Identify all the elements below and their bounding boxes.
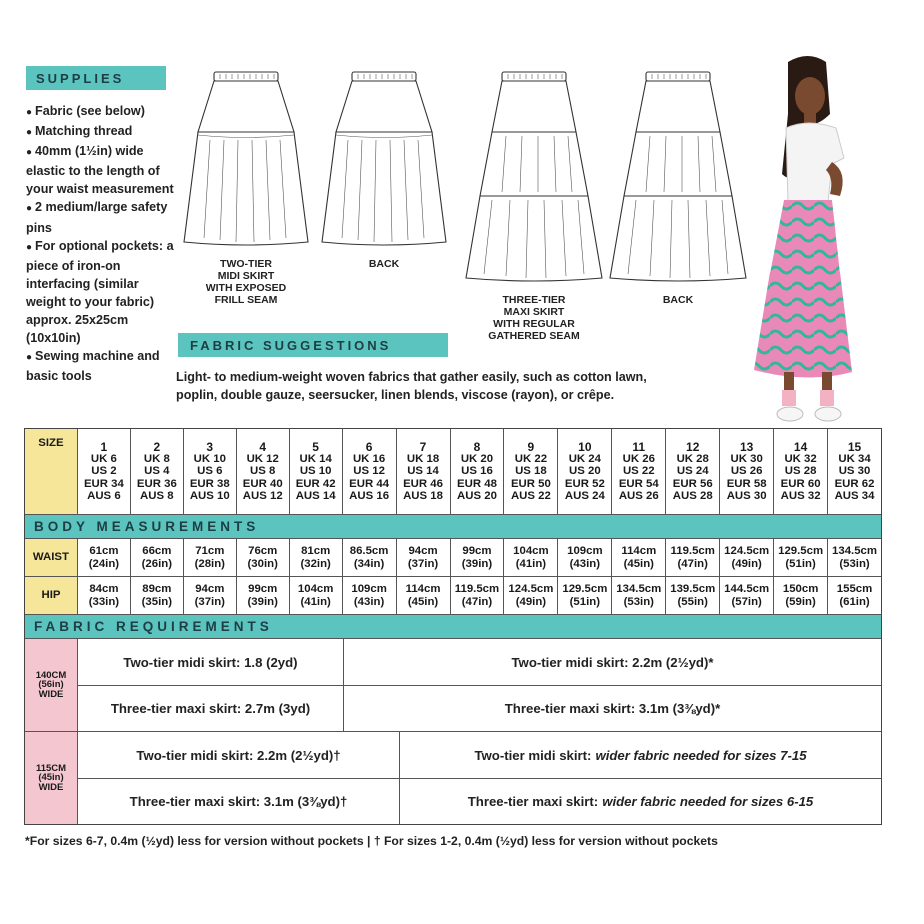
- waist-cell: [719, 539, 773, 576]
- size-eur: EUR 48: [457, 477, 497, 490]
- midi-back-label: BACK: [368, 258, 400, 270]
- supply-item: ● Fabric (see below): [26, 102, 176, 122]
- size-us: US 2: [91, 465, 117, 478]
- waist-value: (47in): [677, 557, 708, 570]
- size-us: US 30: [838, 465, 871, 478]
- size-us: US 4: [144, 465, 170, 478]
- width-label-line: WIDE: [38, 688, 64, 700]
- req-row: [78, 639, 881, 685]
- size-us: US 22: [622, 465, 655, 478]
- waist-value: (51in): [785, 557, 816, 570]
- hip-value: (43in): [353, 595, 385, 608]
- size-aus: AUS 24: [564, 489, 605, 502]
- size-us: US 12: [353, 465, 385, 478]
- waist-value: 76cm: [248, 544, 278, 557]
- req-115cm-block: [25, 731, 881, 824]
- body-measurements-heading: BODY MEASUREMENTS: [25, 514, 881, 538]
- size-uk: UK 8: [143, 453, 170, 466]
- hip-value: (41in): [300, 595, 331, 608]
- size-column-1: [77, 429, 130, 514]
- waist-cell: [827, 539, 881, 576]
- hip-value: (33in): [88, 595, 120, 608]
- hip-value: (39in): [247, 595, 278, 608]
- size-uk: UK 22: [514, 453, 548, 466]
- size-n: 2: [153, 439, 161, 454]
- size-eur: EUR 50: [510, 477, 551, 490]
- size-eur: EUR 40: [242, 477, 283, 490]
- size-n: 10: [578, 439, 592, 454]
- midi-skirt-front-sketch: [180, 70, 312, 248]
- size-n: 6: [365, 439, 373, 454]
- footnote: *For sizes 6-7, 0.4m (½yd) less for version without pockets | † For sizes 1-2, 0.4m (½yd) less for version without pockets: [25, 834, 718, 848]
- size-column-10: [557, 429, 611, 514]
- waist-cell: [611, 539, 665, 576]
- req-140cm-block: [25, 638, 881, 731]
- hip-value: 94cm: [195, 582, 225, 595]
- hip-value: 150cm: [782, 582, 819, 595]
- size-row: [25, 429, 881, 514]
- size-column-3: [183, 429, 236, 514]
- size-eur: EUR 42: [295, 477, 336, 490]
- waist-value: 94cm: [408, 544, 438, 557]
- req-note: wider fabric needed for sizes 6-15: [602, 794, 814, 809]
- size-aus: AUS 18: [403, 489, 443, 502]
- waist-value: (28in): [194, 557, 225, 570]
- waist-value: (32in): [300, 557, 331, 570]
- hip-row: [25, 576, 881, 614]
- hip-cell: [557, 577, 611, 614]
- hip-cell: [289, 577, 342, 614]
- size-us: US 14: [407, 465, 439, 478]
- maxi-skirt-front-sketch: [462, 70, 606, 285]
- size-n: 3: [206, 439, 214, 454]
- midi-front-label: [186, 258, 306, 306]
- waist-cell: [342, 539, 396, 576]
- waist-value: 99cm: [462, 544, 492, 557]
- size-aus: AUS 30: [726, 489, 767, 502]
- hip-cell: [773, 577, 827, 614]
- waist-value: (34in): [353, 557, 385, 570]
- waist-row: [25, 538, 881, 576]
- size-aus: AUS 8: [140, 489, 174, 502]
- waist-value: 86.5cm: [349, 544, 389, 557]
- label-line: GATHERED SEAM: [488, 330, 580, 342]
- waist-cell: [130, 539, 183, 576]
- waist-value: 129.5cm: [778, 544, 824, 557]
- size-uk: UK 34: [838, 453, 871, 466]
- size-chart-table: [24, 428, 882, 825]
- supplies-heading: SUPPLIES: [26, 66, 166, 90]
- size-column-2: [130, 429, 183, 514]
- hip-value: (45in): [407, 595, 439, 608]
- midi-skirt-back-sketch: [318, 70, 450, 248]
- size-us: US 26: [730, 465, 763, 478]
- hip-value: 104cm: [297, 582, 334, 595]
- size-label: SIZE: [25, 429, 77, 514]
- hip-value: (35in): [141, 595, 173, 608]
- label-line: WITH EXPOSED: [205, 282, 287, 294]
- model-photo: [748, 54, 888, 429]
- waist-cell: [183, 539, 236, 576]
- hip-cell: [503, 577, 557, 614]
- hip-cell: [342, 577, 396, 614]
- size-us: US 10: [299, 465, 332, 478]
- size-uk: UK 16: [352, 453, 386, 466]
- hip-value: 109cm: [351, 582, 387, 595]
- waist-value: (39in): [461, 557, 493, 570]
- hip-value: 99cm: [248, 582, 278, 595]
- size-aus: AUS 22: [510, 489, 551, 502]
- waist-value: (41in): [515, 557, 547, 570]
- size-eur: EUR 46: [403, 477, 443, 490]
- size-n: 7: [419, 439, 427, 454]
- hip-value: 139.5cm: [670, 582, 716, 595]
- waist-value: 71cm: [195, 544, 225, 557]
- fabric-suggestion-line: Light- to medium-weight woven fabrics that gather easily, such as cotton lawn,: [176, 370, 647, 384]
- size-n: 12: [686, 439, 700, 454]
- size-aus: AUS 28: [672, 489, 713, 502]
- waist-cell: [77, 539, 130, 576]
- req-cell: Two-tier midi skirt: 2.2m (2½yd)†: [136, 747, 341, 763]
- size-n: 9: [527, 439, 535, 454]
- waist-value: 114cm: [621, 544, 657, 557]
- size-n: 14: [793, 439, 808, 454]
- waist-value: 124.5cm: [724, 544, 770, 557]
- req-140cm-rows: [77, 639, 881, 731]
- size-uk: UK 10: [193, 453, 226, 466]
- width-label-line: (45in): [38, 772, 64, 784]
- label-line: MIDI SKIRT: [217, 270, 275, 282]
- size-eur: EUR 36: [136, 477, 177, 490]
- size-uk: UK 20: [460, 453, 494, 466]
- width-140cm-label: [25, 639, 77, 731]
- size-eur: EUR 44: [349, 477, 390, 490]
- width-115cm-label: [25, 732, 77, 824]
- size-aus: AUS 6: [87, 489, 121, 502]
- hip-value: 84cm: [89, 582, 119, 595]
- hip-cell: [719, 577, 773, 614]
- size-uk: UK 6: [90, 453, 117, 466]
- hip-cell: [450, 577, 504, 614]
- waist-value: 119.5cm: [670, 544, 715, 557]
- size-eur: EUR 62: [834, 477, 875, 490]
- req-cell: Three-tier maxi skirt: 3.1m (3⅜yd)†: [129, 794, 348, 809]
- hip-cell: [827, 577, 881, 614]
- label-line: FRILL SEAM: [214, 294, 278, 306]
- req-cell: Three-tier maxi skirt: 2.7m (3yd): [110, 701, 311, 716]
- size-uk: UK 24: [568, 453, 601, 466]
- size-column-12: [665, 429, 719, 514]
- size-eur: EUR 58: [726, 477, 767, 490]
- maxi-skirt-back-sketch: [606, 70, 750, 285]
- supply-item: ● Matching thread: [26, 122, 176, 142]
- size-n: 4: [259, 439, 267, 454]
- label-line: MAXI SKIRT: [503, 306, 565, 318]
- size-n: 1: [100, 439, 108, 454]
- req-cell: [399, 732, 881, 778]
- size-n: 8: [473, 439, 481, 454]
- hip-value: 114cm: [405, 582, 441, 595]
- req-row: [78, 778, 881, 824]
- hip-value: (47in): [461, 595, 493, 608]
- waist-value: (45in): [623, 557, 654, 570]
- waist-value: (37in): [407, 557, 439, 570]
- hip-value: (61in): [839, 595, 870, 608]
- size-column-11: [611, 429, 665, 514]
- hip-value: (51in): [569, 595, 601, 608]
- width-label-line: 115CM: [35, 762, 67, 774]
- size-us: US 8: [250, 465, 276, 478]
- hip-value: 129.5cm: [562, 582, 608, 595]
- hip-label: HIP: [25, 577, 77, 614]
- hip-cell: [183, 577, 236, 614]
- hip-cell: [77, 577, 130, 614]
- waist-value: 81cm: [301, 544, 331, 557]
- size-aus: AUS 16: [349, 489, 390, 502]
- label-line: TWO-TIER: [220, 258, 272, 270]
- label-line: WITH REGULAR: [493, 318, 575, 330]
- req-cell: Two-tier midi skirt: 1.8 (2yd): [123, 654, 298, 670]
- waist-value: 109cm: [567, 544, 603, 557]
- req-row: [78, 685, 881, 731]
- supply-item: ● For optional pockets: a piece of iron-on interfacing (similar weight to your fabric) approx. 25x25cm (10x10in): [26, 237, 176, 348]
- maxi-front-label: [474, 294, 594, 342]
- req-prefix: Two-tier midi skirt:: [474, 747, 592, 763]
- label-line: THREE-TIER: [502, 294, 566, 306]
- size-eur: EUR 60: [780, 477, 821, 490]
- hip-value: 144.5cm: [724, 582, 770, 595]
- waist-cell: [450, 539, 504, 576]
- size-aus: AUS 34: [834, 489, 875, 502]
- supply-item: ● 2 medium/large safety pins: [26, 198, 176, 236]
- hip-value: 89cm: [142, 582, 172, 595]
- waist-value: 104cm: [513, 544, 549, 557]
- hip-value: (57in): [731, 595, 762, 608]
- size-us: US 28: [784, 465, 817, 478]
- waist-value: (26in): [141, 557, 173, 570]
- waist-cell: [503, 539, 557, 576]
- size-aus: AUS 14: [295, 489, 336, 502]
- fabric-suggestions-heading: FABRIC SUGGESTIONS: [178, 333, 448, 357]
- waist-value: 134.5cm: [832, 544, 878, 557]
- waist-value: 61cm: [89, 544, 119, 557]
- hip-value: (55in): [677, 595, 708, 608]
- hip-cell: [665, 577, 719, 614]
- supply-item: ● 40mm (1½in) wide elastic to the length of your waist measurement: [26, 142, 176, 198]
- size-aus: AUS 20: [457, 489, 497, 502]
- size-uk: UK 18: [406, 453, 440, 466]
- size-uk: UK 26: [622, 453, 655, 466]
- waist-cell: [665, 539, 719, 576]
- hip-cell: [396, 577, 450, 614]
- supplies-list: [26, 102, 176, 385]
- waist-cell: [557, 539, 611, 576]
- req-row: [78, 732, 881, 778]
- size-uk: UK 28: [676, 453, 709, 466]
- width-label-line: (56in): [38, 679, 64, 691]
- hip-cell: [236, 577, 289, 614]
- waist-cell: [773, 539, 827, 576]
- hip-value: 134.5cm: [616, 582, 662, 595]
- size-column-13: [719, 429, 773, 514]
- waist-value: (30in): [247, 557, 278, 570]
- supply-item: ● Sewing machine and basic tools: [26, 347, 176, 385]
- size-uk: UK 12: [246, 453, 279, 466]
- width-label-line: WIDE: [38, 781, 64, 793]
- req-115cm-rows: [77, 732, 881, 824]
- size-us: US 18: [515, 465, 547, 478]
- req-cell: Two-tier midi skirt: 2.2m (2½yd)*: [343, 639, 881, 685]
- req-note: wider fabric needed for sizes 7-15: [595, 747, 807, 763]
- size-n: 13: [739, 439, 754, 454]
- hip-value: 119.5cm: [454, 582, 500, 595]
- fabric-requirements-heading: FABRIC REQUIREMENTS: [25, 614, 881, 638]
- size-column-8: [450, 429, 504, 514]
- waist-value: (43in): [569, 557, 601, 570]
- waist-value: (53in): [839, 557, 870, 570]
- fabric-suggestion-line: poplin, double gauze, seersucker, linen blends, viscose (rayon), or crêpe.: [176, 388, 615, 402]
- hip-value: (53in): [623, 595, 654, 608]
- waist-cell: [396, 539, 450, 576]
- req-cell: [399, 779, 881, 824]
- size-n: 15: [847, 439, 862, 454]
- maxi-back-label: BACK: [662, 294, 694, 306]
- hip-value: (49in): [515, 595, 547, 608]
- size-us: US 16: [461, 465, 493, 478]
- waist-value: 66cm: [142, 544, 172, 557]
- size-eur: EUR 56: [672, 477, 713, 490]
- size-uk: UK 14: [299, 453, 332, 466]
- size-column-9: [503, 429, 557, 514]
- hip-value: 124.5cm: [508, 582, 554, 595]
- fabric-suggestions-text: [176, 368, 736, 404]
- waist-cell: [236, 539, 289, 576]
- hip-value: 155cm: [836, 582, 873, 595]
- size-aus: AUS 12: [242, 489, 283, 502]
- size-eur: EUR 54: [618, 477, 659, 490]
- waist-value: (24in): [88, 557, 120, 570]
- size-column-7: [396, 429, 450, 514]
- req-cell: Three-tier maxi skirt: 3.1m (3⅜yd)*: [343, 686, 881, 731]
- size-us: US 20: [569, 465, 601, 478]
- waist-cell: [289, 539, 342, 576]
- width-label-line: 140CM: [35, 669, 67, 681]
- size-column-14: [773, 429, 827, 514]
- req-prefix: Three-tier maxi skirt:: [467, 794, 599, 809]
- size-column-5: [289, 429, 342, 514]
- size-n: 11: [632, 439, 646, 454]
- size-us: US 24: [676, 465, 709, 478]
- hip-cell: [611, 577, 665, 614]
- size-aus: AUS 32: [780, 489, 821, 502]
- size-us: US 6: [197, 465, 223, 478]
- waist-label: WAIST: [25, 539, 77, 576]
- waist-value: (49in): [731, 557, 762, 570]
- size-aus: AUS 26: [618, 489, 659, 502]
- size-uk: UK 30: [730, 453, 763, 466]
- size-eur: EUR 38: [189, 477, 230, 490]
- size-eur: EUR 52: [564, 477, 605, 490]
- hip-cell: [130, 577, 183, 614]
- size-n: 5: [312, 439, 319, 454]
- size-aus: AUS 10: [189, 489, 230, 502]
- hip-value: (59in): [785, 595, 816, 608]
- size-column-6: [342, 429, 396, 514]
- size-uk: UK 32: [784, 453, 817, 466]
- hip-value: (37in): [194, 595, 225, 608]
- size-column-4: [236, 429, 289, 514]
- size-eur: EUR 34: [83, 477, 124, 490]
- size-column-15: [827, 429, 881, 514]
